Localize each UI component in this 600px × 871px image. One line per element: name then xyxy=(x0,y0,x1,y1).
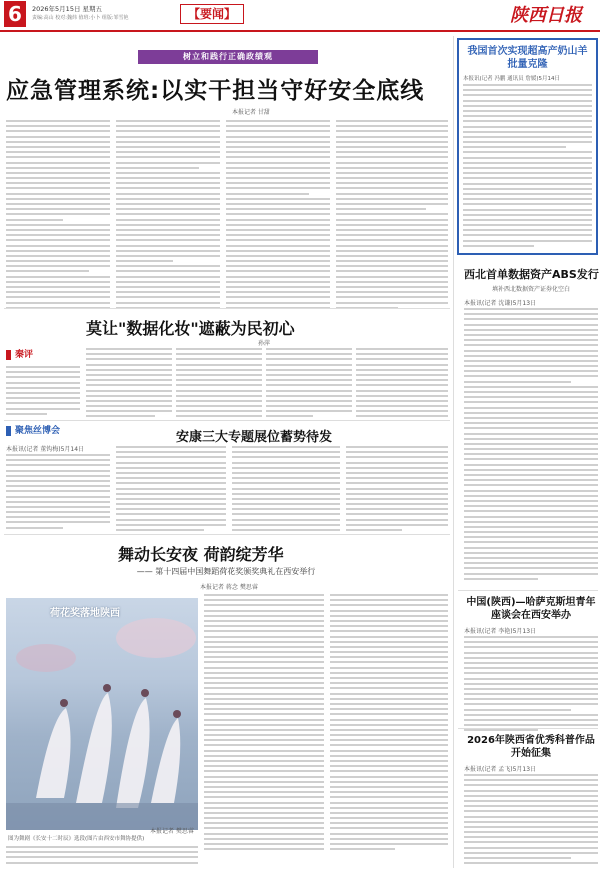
main-headline: 应急管理系统:以实干担当守好安全底线 xyxy=(6,78,425,104)
commentary-column-5 xyxy=(356,348,448,421)
commentary-column-tag xyxy=(6,348,33,362)
page-number: 6 xyxy=(4,1,26,27)
youth-divider xyxy=(458,728,598,729)
ankang-column-2 xyxy=(116,446,226,534)
ankang-column-4 xyxy=(346,446,448,534)
page-header xyxy=(0,0,600,30)
dance-top-rule xyxy=(4,534,450,535)
abs-byline: 本报讯(记者 沈谦)5月13日 xyxy=(464,300,537,307)
dance-column-3 xyxy=(330,594,448,853)
commentary-author: 孙萍 xyxy=(258,340,271,347)
column-marker-icon xyxy=(6,350,11,360)
photo-overlay-title: 荷花奖落地陕西 xyxy=(50,608,120,619)
youth-forum-body xyxy=(464,636,598,735)
abs-divider xyxy=(458,590,598,591)
editor-credits: 责编:高山 校对:魏炜 值班:小卜 组版:邹雪艳 xyxy=(32,15,129,21)
ankang-column-3 xyxy=(232,446,340,534)
commentary-column-name: 秦评 xyxy=(15,350,34,360)
focus-column-name: 聚焦丝博会 xyxy=(15,426,61,436)
right-column-divider xyxy=(453,36,454,868)
abs-body xyxy=(464,308,598,583)
main-column-2 xyxy=(116,120,220,312)
column-marker-icon xyxy=(6,426,11,436)
commentary-column-3 xyxy=(176,348,262,421)
youth-forum-byline: 本报讯(记者 李艳)5月13日 xyxy=(464,628,537,635)
main-column-3 xyxy=(226,120,330,312)
newspaper-logo: 陕西日报 xyxy=(510,5,582,26)
goat-cloning-headline: 我国首次实现超高产奶山羊批量克隆 xyxy=(467,46,588,70)
science-works-body xyxy=(464,774,598,867)
commentary-column-4 xyxy=(266,348,352,421)
dance-column-2 xyxy=(204,594,324,853)
photo-credit: 本报记者 樊思睿 xyxy=(150,828,194,835)
focus-column-tag xyxy=(6,424,60,438)
dance-photo xyxy=(6,598,198,830)
science-works-headline: 2026年陕西省优秀科普作品开始征集 xyxy=(467,735,595,759)
header-rule xyxy=(0,30,600,32)
issue-date: 2026年5月15日 星期五 xyxy=(32,5,103,13)
abs-headline: 西北首单数据资产ABS发行 xyxy=(464,268,599,281)
focus-top-rule xyxy=(4,420,450,421)
science-works-byline: 本报讯(记者 孟飞)5月13日 xyxy=(464,766,537,773)
dancers-illustration xyxy=(6,598,198,830)
commentary-headline: 莫让"数据化妆"遮蔽为民初心 xyxy=(86,319,295,338)
dance-column-1-tail xyxy=(6,846,198,867)
goat-cloning-article xyxy=(457,38,598,255)
topic-banner: 树立和践行正确政绩观 xyxy=(138,50,318,64)
goat-cloning-body xyxy=(463,84,592,250)
photo-caption: 图为舞剧《长安十二时辰》选段(图片由西安市舞协提供) xyxy=(8,836,145,842)
dance-subheadline: —— 第十四届中国舞蹈荷花奖颁奖典礼在西安举行 xyxy=(136,567,316,576)
main-column-4 xyxy=(336,120,448,312)
youth-forum-headline: 中国(陕西)—哈萨克斯坦青年座谈会在西安举办 xyxy=(466,597,596,621)
main-column-1 xyxy=(6,120,110,312)
dance-headline: 舞动长安夜 荷韵绽芳华 xyxy=(118,545,284,564)
dance-byline: 本报记者 蒋念 樊思睿 xyxy=(200,584,258,591)
goat-cloning-byline: 本报讯(记者 冯鹏 通讯员 詹媛)5月14日 xyxy=(463,76,561,82)
ankang-headline: 安康三大专题展位蓄势待发 xyxy=(176,430,333,445)
commentary-column-2 xyxy=(86,348,172,421)
ankang-column-1 xyxy=(6,454,110,532)
section-label: 【要闻】 xyxy=(180,4,244,24)
main-byline: 本报记者 甘甜 xyxy=(232,109,270,116)
commentary-top-rule xyxy=(4,308,450,309)
ankang-byline: 本报讯(记者 董钩梅)5月14日 xyxy=(6,446,85,453)
commentary-column-1 xyxy=(6,366,80,418)
abs-subheadline: 填补西北数据资产证券化空白 xyxy=(491,286,570,293)
